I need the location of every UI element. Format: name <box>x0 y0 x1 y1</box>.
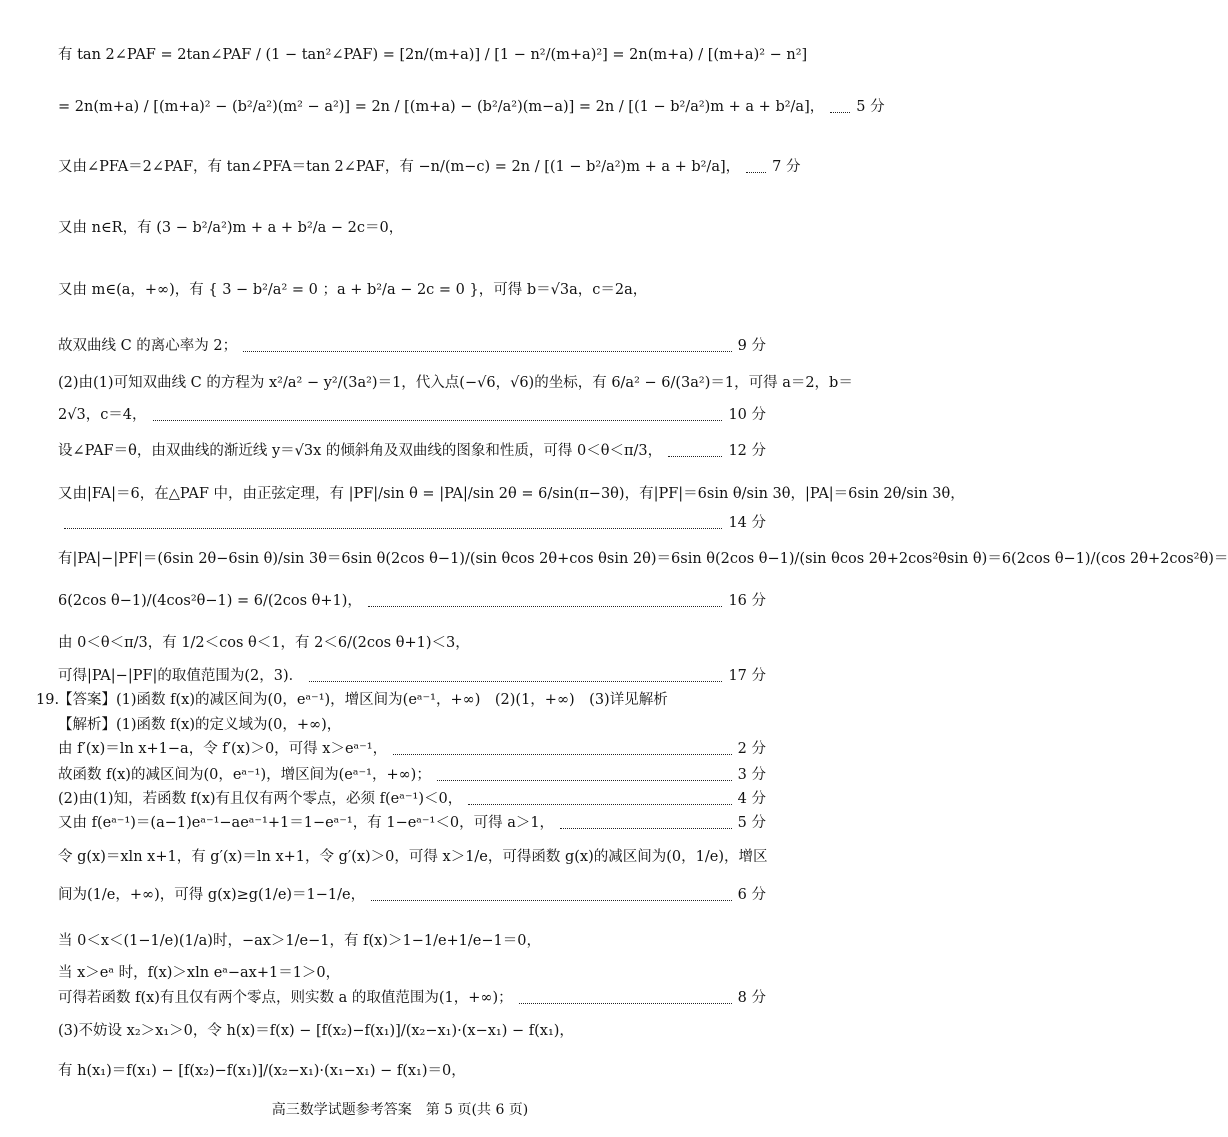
text-line <box>58 1061 766 1081</box>
line-text: 有|PA|−|PF|＝(6sin 2θ−6sin θ)/sin 3θ＝6sin θ(2cos θ−1)/(sin θcos 2θ+cos θsin 2θ)＝6sin θ(2cos θ−1)/(sin θcos 2θ+2cos²θsin θ)＝6(2cos θ−1)/(cos 2θ+2cos²θ)＝ <box>58 551 1228 567</box>
text-line <box>58 513 766 533</box>
text-line <box>58 885 766 905</box>
line-text: (3)不妨设 x₂＞x₁＞0，令 h(x)＝f(x) − [f(x₂)−f(x₁)]/(x₂−x₁)·(x−x₁) − f(x₁)， <box>58 1023 574 1039</box>
line-text: 有 h(x₁)＝f(x₁) − [f(x₂)−f(x₁)]/(x₂−x₁)·(x₁−x₁) − f(x₁)＝0， <box>58 1063 466 1079</box>
line-text: 又由 f(eᵃ⁻¹)＝(a−1)eᵃ⁻¹−aeᵃ⁻¹+1＝1−eᵃ⁻¹，有 1−eᵃ⁻¹＜0，可得 a＞1， <box>58 815 555 831</box>
dot-leader <box>309 671 722 682</box>
text-line <box>58 1021 766 1041</box>
line-text: 可得若函数 f(x)有且仅有两个零点，则实数 a 的取值范围为(1，+∞)； <box>58 990 513 1006</box>
question-number: 19. <box>36 692 60 708</box>
line-text: = 2n(m+a) / [(m+a)² − (b²/a²)(m² − a²)] = 2n / [(m+a) − (b²/a²)(m−a)] = 2n / [(1 − b²/a²)m + a + b²/a]， <box>58 99 825 115</box>
line-text: 【答案】(1)函数 f(x)的减区间为(0，eᵃ⁻¹)，增区间为(eᵃ⁻¹，+∞) (2)(1，+∞) (3)详见解析 <box>58 692 668 708</box>
line-text: 设∠PAF＝θ，由双曲线的渐近线 y＝√3x 的倾斜角及双曲线的图象和性质，可得 0＜θ＜π/3， <box>58 443 663 459</box>
score-label: 3 分 <box>737 767 766 783</box>
score-label: 14 分 <box>728 515 766 531</box>
text-line <box>58 45 808 65</box>
score-label: 17 分 <box>728 668 766 684</box>
dot-leader <box>368 596 723 607</box>
line-text: 故函数 f(x)的减区间为(0，eᵃ⁻¹)，增区间为(eᵃ⁻¹，+∞)； <box>58 767 431 783</box>
line-text: 6(2cos θ−1)/(4cos²θ−1) = 6/(2cos θ+1)， <box>58 593 362 609</box>
text-line <box>58 218 766 238</box>
dot-leader <box>64 518 722 529</box>
text-line <box>58 789 766 809</box>
score-label: 9 分 <box>737 338 766 354</box>
text-line <box>58 813 766 833</box>
line-text: (2)由(1)可知双曲线 C 的方程为 x²/a² − y²/(3a²)＝1，代入点(−√6，√6)的坐标，有 6/a² − 6/(3a²)＝1，可得 a＝2，b＝ <box>58 375 853 391</box>
text-line <box>58 157 801 177</box>
text-line <box>58 549 1228 569</box>
line-text: 令 g(x)＝xln x+1，有 g′(x)＝ln x+1，令 g′(x)＞0，可得 x＞1/e，可得函数 g(x)的减区间为(0，1/e)，增区 <box>58 849 768 865</box>
page-footer: 高三数学试题参考答案 第 5 页(共 6 页) <box>271 1102 529 1118</box>
text-line <box>58 633 766 653</box>
text-line <box>58 280 766 300</box>
dot-leader <box>393 744 732 755</box>
line-text: 有 tan 2∠PAF = 2tan∠PAF / (1 − tan²∠PAF) = [2n/(m+a)] / [1 − n²/(m+a)²] = 2n(m+a) / [(m+a)² − n²] <box>58 47 808 63</box>
text-line <box>58 988 766 1008</box>
dot-leader <box>830 102 850 113</box>
score-label: 5 分 <box>856 99 885 115</box>
score-label: 8 分 <box>737 990 766 1006</box>
text-line <box>58 484 965 504</box>
text-line <box>58 441 766 461</box>
line-text: 故双曲线 C 的离心率为 2； <box>58 338 238 354</box>
text-line <box>58 931 766 951</box>
line-text: 由 f′(x)＝ln x+1−a，令 f′(x)＞0，可得 x＞eᵃ⁻¹， <box>58 741 388 757</box>
line-text: 可得|PA|−|PF|的取值范围为(2，3)． <box>58 668 304 684</box>
text-line <box>58 405 766 425</box>
dot-leader <box>668 446 722 457</box>
text-line <box>58 690 766 710</box>
score-label: 12 分 <box>728 443 766 459</box>
line-text: 由 0＜θ＜π/3，有 1/2＜cos θ＜1，有 2＜6/(2cos θ+1)＜3， <box>58 635 470 651</box>
text-line <box>58 97 885 117</box>
dot-leader <box>560 818 732 829</box>
score-label: 5 分 <box>737 815 766 831</box>
dot-leader <box>468 794 731 805</box>
text-line <box>58 336 766 356</box>
dot-leader <box>153 410 723 421</box>
dot-leader <box>746 162 766 173</box>
text-line <box>58 715 766 735</box>
line-text: 当 x＞eᵃ 时，f(x)＞xln eᵃ−ax+1＝1＞0， <box>58 965 341 981</box>
score-label: 7 分 <box>772 159 801 175</box>
score-label: 16 分 <box>728 593 766 609</box>
line-text: (2)由(1)知，若函数 f(x)有且仅有两个零点，必须 f(eᵃ⁻¹)＜0， <box>58 791 463 807</box>
score-label: 6 分 <box>737 887 766 903</box>
text-line <box>58 373 853 393</box>
score-label: 10 分 <box>728 407 766 423</box>
line-text: 间为(1/e，+∞)，可得 g(x)≥g(1/e)＝1−1/e， <box>58 887 366 903</box>
text-line <box>58 963 766 983</box>
text-line <box>58 847 766 867</box>
line-text: 2√3，c＝4， <box>58 407 147 423</box>
text-line <box>58 666 766 686</box>
dot-leader <box>437 770 732 781</box>
line-text: 又由 m∈(a，+∞)，有 { 3 − b²/a² = 0 ；a + b²/a − 2c = 0 }，可得 b＝√3a，c＝2a， <box>58 282 648 298</box>
line-text: 又由∠PFA＝2∠PAF，有 tan∠PFA＝tan 2∠PAF，有 −n/(m−c) = 2n / [(1 − b²/a²)m + a + b²/a]， <box>58 159 741 175</box>
line-text: 又由|FA|＝6，在△PAF 中，由正弦定理，有 |PF|/sin θ = |PA|/sin 2θ = 6/sin(π−3θ)，有|PF|＝6sin θ/sin 3θ，|PA|＝6sin 2θ/sin 3θ， <box>58 486 965 502</box>
line-text: 当 0＜x＜(1−1/e)(1/a)时，−ax＞1/e−1，有 f(x)＞1−1/e+1/e−1＝0， <box>58 933 541 949</box>
dot-leader <box>243 341 732 352</box>
text-line <box>58 739 766 759</box>
text-line <box>58 591 766 611</box>
line-text: 又由 n∈R，有 (3 − b²/a²)m + a + b²/a − 2c＝0， <box>58 220 404 236</box>
score-label: 2 分 <box>737 741 766 757</box>
dot-leader <box>371 890 732 901</box>
line-text: 【解析】(1)函数 f(x)的定义域为(0，+∞)， <box>58 717 342 733</box>
text-line <box>58 765 766 785</box>
dot-leader <box>519 993 732 1004</box>
score-label: 4 分 <box>737 791 766 807</box>
